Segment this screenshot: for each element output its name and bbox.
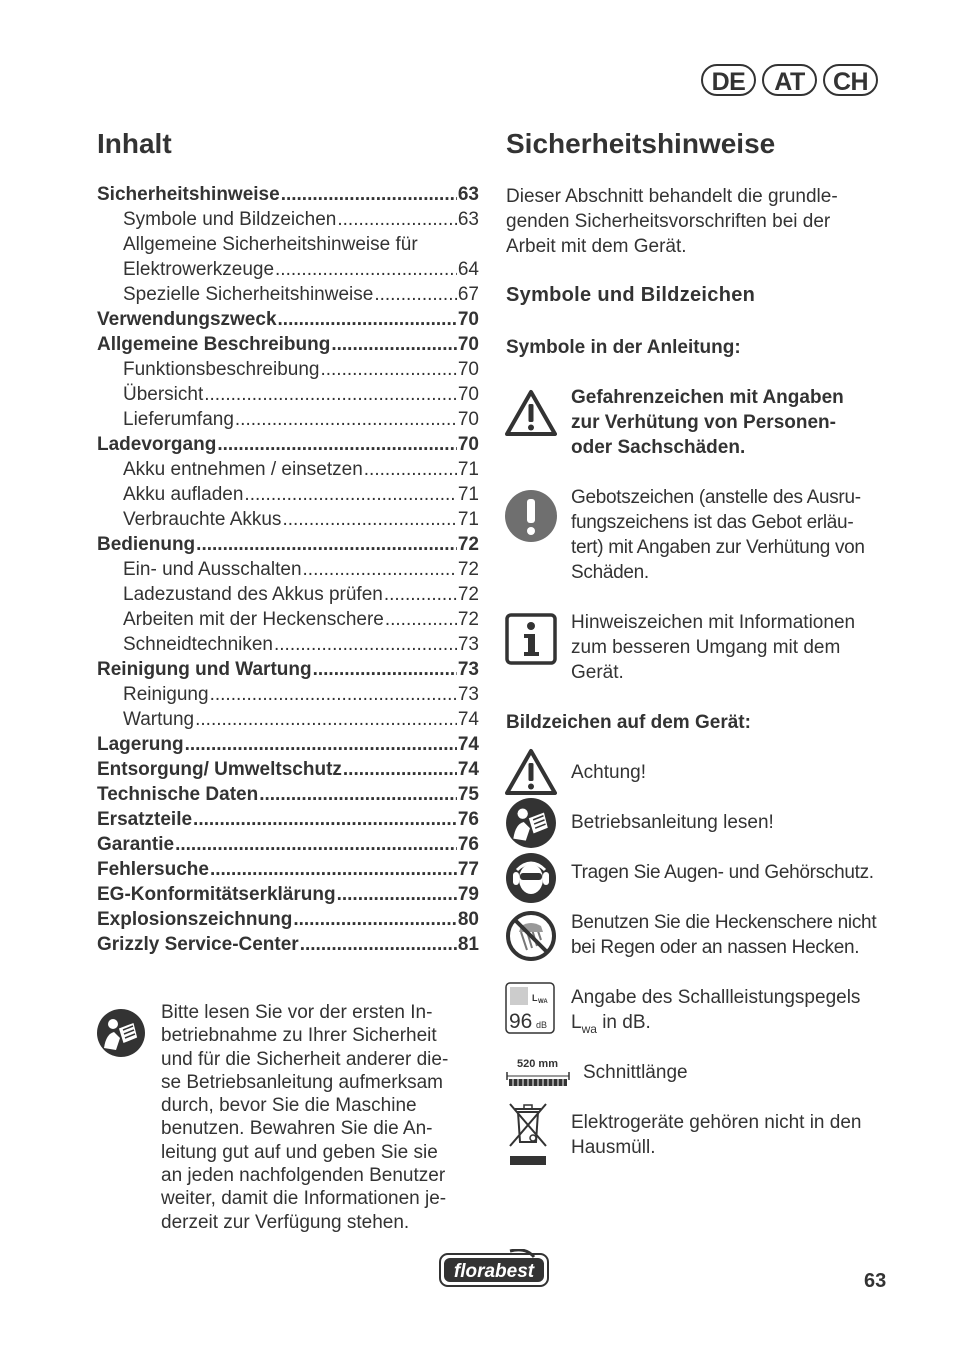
text-line: se Betriebsanleitung aufmerksam xyxy=(161,1071,443,1093)
toc-entry-sub[interactable] xyxy=(97,607,479,632)
toc-entry-title: Bedienung xyxy=(97,534,196,555)
toc-entry-title: Akku entnehmen / einsetzen xyxy=(123,459,363,480)
read-manual-note xyxy=(161,1001,481,1234)
toc-entry-title: Ladezustand des Akkus prüfen xyxy=(123,584,383,605)
text-line: Benutzen Sie die Heckenschere nicht xyxy=(571,912,877,933)
toc-leader-dots xyxy=(195,707,457,732)
toc-leader-dots xyxy=(175,832,457,857)
device-symbol-text-attention xyxy=(571,760,901,785)
toc-entry-title: Reinigung xyxy=(123,684,209,705)
brand-logo xyxy=(438,1249,550,1289)
toc-leader-dots xyxy=(385,607,457,632)
toc-page-number: 70 xyxy=(457,334,479,355)
toc-entry-sub[interactable] xyxy=(97,507,479,532)
text-line: an jeden nachfolgenden Benutzer xyxy=(161,1165,446,1187)
manual-symbol-text-mandatory xyxy=(571,485,901,585)
toc-entry-title: Allgemeine Beschreibung xyxy=(97,334,331,355)
toc-entry-sub[interactable] xyxy=(97,282,479,307)
toc-entry-title: Akku aufladen xyxy=(123,484,244,505)
toc-entry-main[interactable] xyxy=(97,932,479,957)
toc-leader-dots xyxy=(210,682,457,707)
text-line: Gefahrenzeichen mit Angaben xyxy=(571,387,844,408)
text-line: Achtung! xyxy=(571,762,646,783)
toc-page-number: 80 xyxy=(457,909,479,930)
text-line: zum besseren Umgang mit dem xyxy=(571,637,841,658)
toc-entry-title: Lagerung xyxy=(97,734,184,755)
toc-entry-title: Verwendungszweck xyxy=(97,309,277,330)
toc-entry-title: Technische Daten xyxy=(97,784,259,805)
read-manual-icon xyxy=(96,1008,146,1058)
cutting-length-icon xyxy=(505,1055,571,1091)
toc-page-number: 76 xyxy=(457,834,479,855)
toc-entry-main[interactable] xyxy=(97,782,479,807)
toc-leader-dots xyxy=(293,907,457,932)
device-symbol-text-sound-power: Angabe des Schallleistungspegels $L_{wa}$ in dB. xyxy=(571,987,861,1036)
toc-entry-sub[interactable] xyxy=(97,382,479,407)
text-line: Hausmüll. xyxy=(571,1137,656,1158)
toc-page-number: 71 xyxy=(457,459,479,480)
toc-entry-main[interactable] xyxy=(97,857,479,882)
text-line: Schnittlänge xyxy=(583,1062,688,1083)
toc-leader-dots xyxy=(275,257,457,282)
toc-entry-title: Fehlersuche xyxy=(97,859,209,880)
text-line: Gerät. xyxy=(571,662,624,683)
device-symbol-text-read-manual xyxy=(571,810,901,835)
manual-symbols-heading: Symbole in der Anleitung: xyxy=(506,337,741,358)
toc-leader-dots xyxy=(210,857,457,882)
toc-leader-dots xyxy=(282,507,456,532)
toc-entry-sub[interactable] xyxy=(97,682,479,707)
text-line: betriebnahme zu Ihrer Sicherheit xyxy=(161,1025,437,1047)
toc-leader-dots xyxy=(320,357,456,382)
toc-page-number: 74 xyxy=(457,759,479,780)
text-line: Dieser Abschnitt behandelt die grundle- xyxy=(506,186,838,207)
device-symbol-text-weee xyxy=(571,1110,901,1160)
toc-entry-title: Entsorgung/ Umweltschutz xyxy=(97,759,342,780)
toc-leader-dots xyxy=(364,457,457,482)
toc-leader-dots xyxy=(331,332,457,357)
toc-page-number: 70 xyxy=(457,309,479,330)
weee-bin-icon xyxy=(506,1100,550,1166)
toc-page-number: 67 xyxy=(457,284,479,305)
device-symbol-text-no-rain xyxy=(571,910,901,960)
toc-page-number: 74 xyxy=(457,734,479,755)
toc-leader-dots xyxy=(204,382,457,407)
toc-page-number: 81 xyxy=(457,934,479,955)
toc-leader-dots xyxy=(313,657,457,682)
toc-entry-sub[interactable] xyxy=(97,207,479,232)
toc-entry-title: Grizzly Service-Center xyxy=(97,934,299,955)
toc-leader-dots xyxy=(281,182,457,207)
section-title: Sicherheitshinweise xyxy=(506,128,776,159)
toc-leader-dots xyxy=(337,882,457,907)
section-intro xyxy=(506,184,886,259)
text-line: Tragen Sie Augen- und Gehörschutz. xyxy=(571,862,874,883)
toc-page-number: 63 xyxy=(457,209,479,230)
text-line: tert) mit Angaben zur Verhütung von xyxy=(571,537,865,558)
svg-text:WA: WA xyxy=(538,999,548,1005)
toc-entry-main[interactable] xyxy=(97,757,479,782)
country-code-de: DE xyxy=(701,64,756,96)
toc-entry-main[interactable] xyxy=(97,182,479,207)
toc-page-number: 71 xyxy=(457,484,479,505)
toc-entry-main[interactable] xyxy=(97,907,479,932)
country-code-at: AT xyxy=(762,64,817,96)
toc-entry-title: Elektrowerkzeuge xyxy=(123,259,275,280)
text-line: Gebotszeichen (anstelle des Ausru- xyxy=(571,487,861,508)
toc-page-number: 76 xyxy=(457,809,479,830)
toc-entry-title: EG-Konformitätserklärung xyxy=(97,884,336,905)
toc-entry-sub[interactable] xyxy=(97,357,479,382)
toc-page-number: 75 xyxy=(457,784,479,805)
manual-symbol-text-danger xyxy=(571,385,901,460)
page-number: 63 xyxy=(864,1270,887,1292)
toc-entry-main[interactable] xyxy=(97,807,479,832)
toc-page-number: 70 xyxy=(457,359,479,380)
toc-page-number: 74 xyxy=(457,709,479,730)
toc-page-number: 64 xyxy=(457,259,479,280)
device-symbols-heading: Bildzeichen auf dem Gerät: xyxy=(506,712,751,733)
toc-entry-title: Übersicht xyxy=(123,384,204,405)
read-manual-icon xyxy=(505,797,557,849)
warning-triangle-icon xyxy=(505,389,557,437)
toc-entry-title: Garantie xyxy=(97,834,175,855)
toc-entry-sub[interactable] xyxy=(97,257,479,282)
no-rain-icon xyxy=(505,910,557,962)
toc-entry-sub[interactable] xyxy=(97,457,479,482)
text-line: Betriebsanleitung lesen! xyxy=(571,812,774,833)
info-icon xyxy=(505,613,557,665)
toc-entry-sub[interactable] xyxy=(97,707,479,732)
toc-leader-dots xyxy=(303,557,457,582)
toc-leader-dots xyxy=(384,582,457,607)
toc-entry-title: Verbrauchte Akkus xyxy=(123,509,282,530)
text-line: oder Sachschäden. xyxy=(571,437,746,458)
eye-ear-protection-icon xyxy=(505,852,557,904)
toc-entry-main[interactable] xyxy=(97,732,479,757)
text-line: leitung gut auf und geben Sie sie xyxy=(161,1141,438,1163)
toc-leader-dots xyxy=(235,407,457,432)
toc-title: Inhalt xyxy=(97,128,172,159)
text-line: Hinweiszeichen mit Informationen xyxy=(571,612,856,633)
toc-entry-title: Ladevorgang xyxy=(97,434,217,455)
toc-entry-main[interactable] xyxy=(97,657,479,682)
toc-leader-dots xyxy=(274,632,457,657)
text-line: Bitte lesen Sie vor der ersten In- xyxy=(161,1002,433,1023)
toc-entry-sub[interactable] xyxy=(97,232,479,257)
toc-page-number: 63 xyxy=(457,184,479,205)
text-line: zur Verhütung von Personen- xyxy=(571,412,836,433)
toc-entry-main[interactable] xyxy=(97,332,479,357)
toc-page-number: 73 xyxy=(457,634,479,655)
toc-entry-title: Ein- und Ausschalten xyxy=(123,559,302,580)
toc-page-number: 77 xyxy=(457,859,479,880)
device-symbol-text-cutting-length xyxy=(583,1060,913,1085)
toc-leader-dots xyxy=(196,532,457,557)
toc-entry-title: Schneidtechniken xyxy=(123,634,273,655)
svg-text:dB: dB xyxy=(536,1020,548,1030)
text-line: genden Sicherheitsvorschriften bei der xyxy=(506,211,831,232)
toc-entry-title: Arbeiten mit der Heckenschere xyxy=(123,609,384,630)
symbols-subtitle: Symbole und Bildzeichen xyxy=(506,284,756,306)
toc-leader-dots xyxy=(217,432,457,457)
toc-entry-title: Symbole und Bildzeichen xyxy=(123,209,337,230)
toc-page-number: 73 xyxy=(457,659,479,680)
toc-entry-title: Ersatzteile xyxy=(97,809,193,830)
table-of-contents xyxy=(97,182,479,957)
toc-page-number: 72 xyxy=(457,559,479,580)
svg-text:florabest: florabest xyxy=(453,1261,535,1282)
country-code-ch: CH xyxy=(823,64,878,96)
svg-text:520 mm: 520 mm xyxy=(517,1058,558,1070)
toc-page-number: 72 xyxy=(457,534,479,555)
toc-entry-sub[interactable] xyxy=(97,632,479,657)
toc-page-number: 70 xyxy=(457,384,479,405)
text-line: bei Regen oder an nassen Hecken. xyxy=(571,937,860,958)
manual-symbol-text-info xyxy=(571,610,901,685)
toc-entry-main[interactable] xyxy=(97,307,479,332)
text-line: Arbeit mit dem Gerät. xyxy=(506,236,687,257)
toc-leader-dots xyxy=(300,932,457,957)
sound-power-icon xyxy=(505,982,555,1034)
sound-power-value: 96 xyxy=(509,1010,533,1033)
toc-leader-dots xyxy=(337,207,457,232)
toc-page-number: 72 xyxy=(457,584,479,605)
toc-leader-dots xyxy=(193,807,457,832)
toc-entry-title: Lieferumfang xyxy=(123,409,234,430)
toc-page-number: 72 xyxy=(457,609,479,630)
text-line: und für die Sicherheit anderer die- xyxy=(161,1048,449,1070)
toc-page-number: 73 xyxy=(457,684,479,705)
toc-entry-title: Wartung xyxy=(123,709,195,730)
toc-leader-dots xyxy=(185,732,457,757)
toc-page-number: 79 xyxy=(457,884,479,905)
toc-entry-main[interactable] xyxy=(97,882,479,907)
toc-page-number: 71 xyxy=(457,509,479,530)
toc-entry-title: Explosionszeichnung xyxy=(97,909,293,930)
toc-entry-sub[interactable] xyxy=(97,482,479,507)
svg-text:L: L xyxy=(532,993,538,1003)
toc-entry-title: Allgemeine Sicherheitshinweise für xyxy=(123,234,418,255)
mandatory-exclamation-icon xyxy=(505,490,557,542)
toc-entry-main[interactable] xyxy=(97,832,479,857)
toc-leader-dots xyxy=(343,757,457,782)
text-line: weiter, damit die Informationen je- xyxy=(161,1188,447,1210)
warning-triangle-icon xyxy=(505,748,557,796)
toc-leader-dots xyxy=(244,482,456,507)
country-codes xyxy=(701,64,878,96)
toc-page-number: 70 xyxy=(457,409,479,430)
toc-entry-sub[interactable] xyxy=(97,557,479,582)
text-line: Elektrogeräte gehören nicht in den xyxy=(571,1112,862,1133)
text-line: fungszeichens ist das Gebot erläu- xyxy=(571,512,854,533)
toc-entry-sub[interactable] xyxy=(97,582,479,607)
text-line: Schäden. xyxy=(571,562,649,583)
toc-leader-dots xyxy=(374,282,457,307)
device-symbol-text-protection xyxy=(571,860,901,885)
toc-leader-dots xyxy=(278,307,457,332)
toc-entry-title: Spezielle Sicherheitshinweise xyxy=(123,284,374,305)
toc-page-number: 70 xyxy=(457,434,479,455)
toc-entry-main[interactable] xyxy=(97,532,479,557)
text-line: derzeit zur Verfügung stehen. xyxy=(161,1211,410,1233)
toc-entry-title: Sicherheitshinweise xyxy=(97,184,280,205)
text-line: durch, bevor Sie die Maschine xyxy=(161,1095,417,1117)
toc-entry-title: Funktionsbeschreibung xyxy=(123,359,320,380)
text-line: benutzen. Bewahren Sie die An- xyxy=(161,1118,433,1140)
toc-leader-dots xyxy=(259,782,457,807)
toc-entry-sub[interactable] xyxy=(97,407,479,432)
toc-entry-title: Reinigung und Wartung xyxy=(97,659,312,680)
toc-entry-main[interactable] xyxy=(97,432,479,457)
